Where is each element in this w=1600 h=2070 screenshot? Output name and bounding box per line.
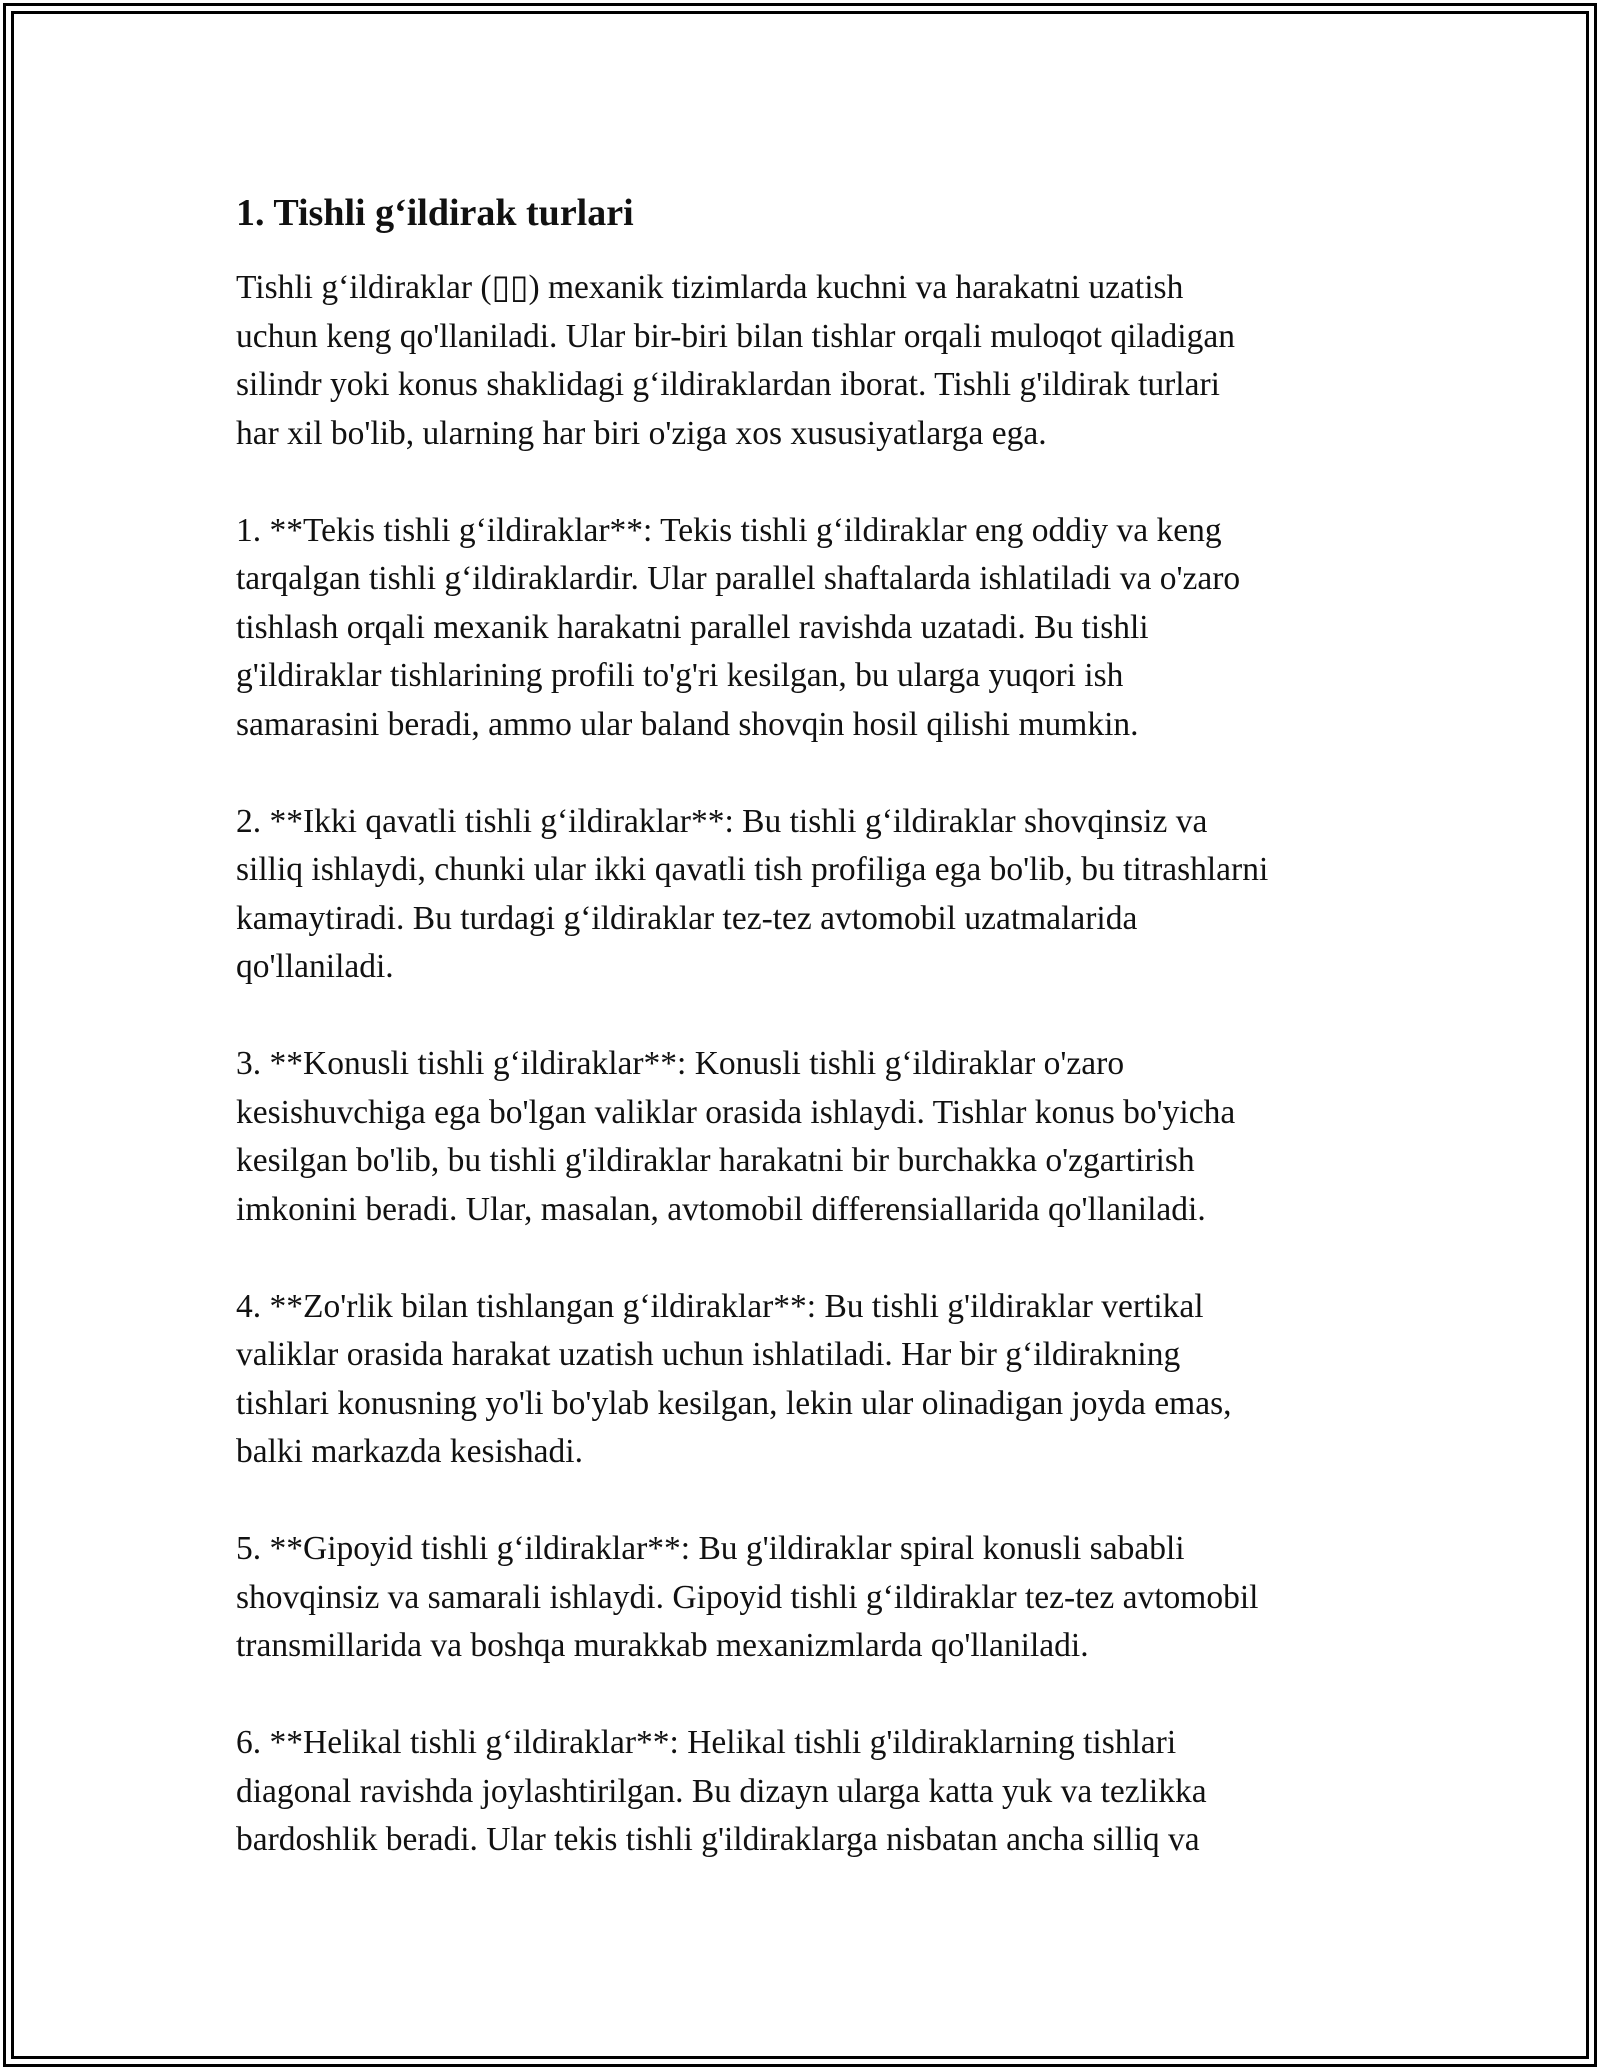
list-item-3: 3. **Konusli tishli g‘ildiraklar**: Konusli tishli g‘ildiraklar o'zaro kesishuvchiga ega bo'lgan valiklar orasida ishlaydi. Tishlar konus bo'yicha kesilgan bo'lib, bu tishli g'ildiraklar harakatni bir burchakka o'zgartirish imkonini beradi. Ular, masalan, avtomobil differensiallarida qo'llaniladi. bbox=[236, 1045, 1236, 1228]
list-item-4: 4. **Zo'rlik bilan tishlangan g‘ildiraklar**: Bu tishli g'ildiraklar vertikal valiklar orasida harakat uzatish uchun ishlatiladi. Har bir g‘ildirakning tishlari konusning yo'li bo'ylab kesilgan, lekin ular olinadigan joyda emas, balki markazda kesishadi. bbox=[236, 1287, 1232, 1470]
list-item-1: 1. **Tekis tishli g‘ildiraklar**: Tekis tishli g‘ildiraklar eng oddiy va keng tarqalgan tishli g‘ildiraklardir. Ular parallel shaftalarda ishlatiladi va o'zaro tishlash orqali mexanik harakatni parallel ravishda uzatadi. Bu tishli g'ildiraklar tishlarining profili to'g'ri kesilgan, bu ularga yuqori ish samarasini beradi, ammo ular baland shovqin hosil qilishi mumkin. bbox=[236, 511, 1241, 743]
list-item-6: 6. **Helikal tishli g‘ildiraklar**: Helikal tishli g'ildiraklarning tishlari diagonal ravishda joylashtirilgan. Bu dizayn ularga katta yuk va tezlikka bardoshlik beradi. Ular tekis tishli g'ildiraklarga nisbatan ancha silliq va bbox=[236, 1724, 1207, 1858]
list-item-2: 2. **Ikki qavatli tishli g‘ildiraklar**: Bu tishli g‘ildiraklar shovqinsiz va silliq ishlaydi, chunki ular ikki qavatli tish profiliga ega bo'lib, bu titrashlarni kamaytiradi. Bu turdagi g‘ildiraklar tez-tez avtomobil uzatmalarida qo'llaniladi. bbox=[236, 802, 1269, 985]
intro-paragraph: Tishli g‘ildiraklar (▯▯) mexanik tizimlarda kuchni va harakatni uzatish uchun keng qo'llaniladi. Ular bir-biri bilan tishlar orqali muloqot qiladigan silindr yoki konus shaklidagi g‘ildiraklardan iborat. Tishli g'ildirak turlari har xil bo'lib, ularning har biri o'ziga xos xususiyatlarga ega. bbox=[236, 269, 1235, 452]
document-body bbox=[236, 186, 1376, 1913]
section-heading: 1. Tishli g‘ildirak turlari bbox=[236, 192, 634, 234]
list-item-5: 5. **Gipoyid tishli g‘ildiraklar**: Bu g'ildiraklar spiral konusli sababli shovqinsiz va samarali ishlaydi. Gipoyid tishli g‘ildiraklar tez-tez avtomobil transmillarida va boshqa murakkab mexanizmlarda qo'llaniladi. bbox=[236, 1530, 1259, 1664]
